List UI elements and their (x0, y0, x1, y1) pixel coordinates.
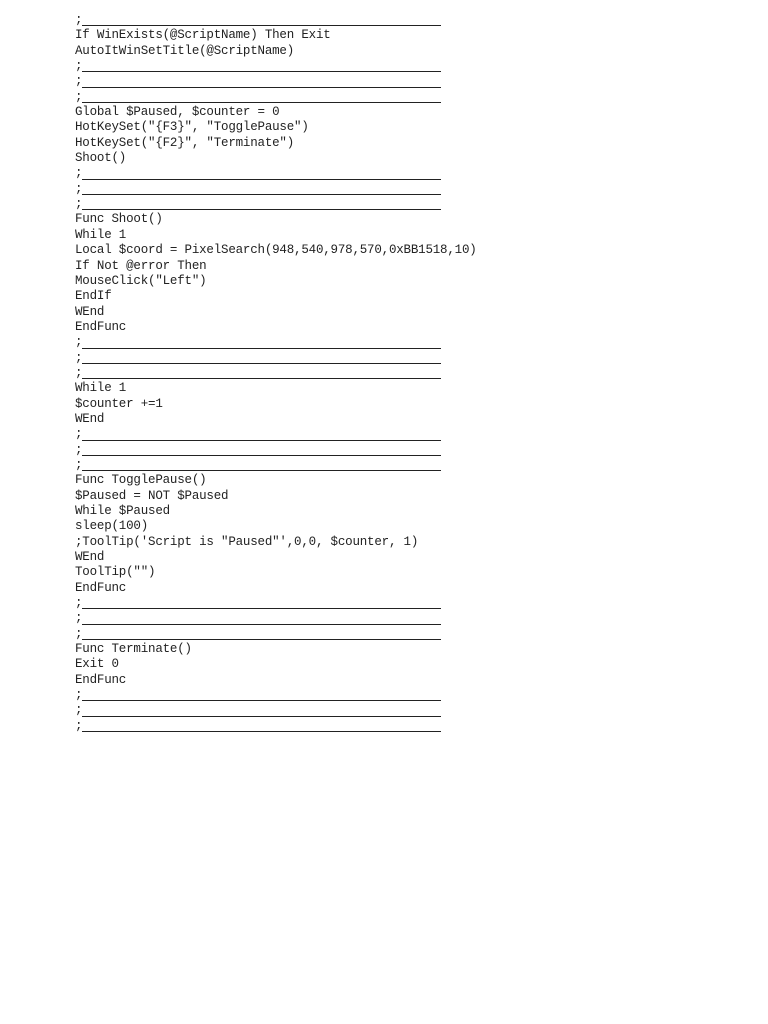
code-line-text: EndFunc (75, 580, 127, 595)
script-code-block (75, 13, 477, 734)
code-line-text: Exit 0 (75, 657, 119, 672)
code-line (75, 243, 477, 258)
code-line-text: ToolTip("") (75, 565, 156, 580)
separator-line (75, 13, 441, 28)
separator-comment-mark: ; (75, 59, 83, 74)
code-line-text: WEnd (75, 304, 105, 319)
code-line-text: If Not @error Then (75, 258, 207, 273)
separator-line (75, 703, 441, 718)
code-line-text: If WinExists(@ScriptName) Then Exit (75, 28, 331, 43)
code-line-text: Local $coord = PixelSearch(948,540,978,570,0xBB1518,10) (75, 243, 477, 258)
code-line-text: sleep(100) (75, 519, 149, 534)
separator-comment-mark: ; (75, 13, 83, 27)
separator-line (75, 627, 441, 642)
code-line-text: ;ToolTip('Script is "Paused"',0,0, $counter, 1) (75, 534, 419, 549)
separator-comment-mark: ; (75, 688, 83, 703)
code-line (75, 44, 477, 59)
separator-comment-mark: ; (75, 596, 83, 611)
code-line-text: MouseClick("Left") (75, 273, 207, 288)
separator-rule (82, 348, 441, 349)
code-line (75, 289, 477, 304)
code-line-text: AutoItWinSetTitle(@ScriptName) (75, 43, 295, 58)
separator-comment-mark: ; (75, 335, 83, 350)
separator-rule (82, 608, 441, 609)
separator-comment-mark: ; (75, 166, 83, 181)
separator-comment-mark: ; (75, 365, 83, 380)
code-line (75, 120, 477, 135)
separator-comment-mark: ; (75, 718, 83, 733)
code-line-text: Global $Paused, $counter = 0 (75, 105, 280, 120)
separator-line (75, 458, 441, 473)
separator-line (75, 688, 441, 703)
code-line (75, 642, 477, 657)
separator-comment-mark: ; (75, 74, 83, 89)
code-line-text: EndIf (75, 289, 112, 304)
separator-line (75, 366, 441, 381)
code-line-text: $Paused = NOT $Paused (75, 488, 229, 503)
code-line (75, 565, 477, 580)
separator-comment-mark: ; (75, 427, 83, 442)
code-line-text: HotKeySet("{F2}", "Terminate") (75, 135, 295, 150)
code-line-text: Shoot() (75, 151, 127, 166)
separator-line (75, 166, 441, 181)
code-line-text: WEnd (75, 411, 105, 426)
separator-rule (82, 102, 441, 103)
separator-line (75, 335, 441, 350)
separator-rule (82, 25, 441, 26)
code-line-text: While 1 (75, 227, 127, 242)
separator-line (75, 596, 441, 611)
separator-rule (82, 470, 441, 471)
code-line-text: While $Paused (75, 504, 170, 518)
code-line (75, 105, 477, 120)
separator-comment-mark: ; (75, 703, 83, 718)
separator-rule (82, 455, 441, 456)
separator-comment-mark: ; (75, 197, 83, 212)
separator-rule (82, 700, 441, 701)
code-line (75, 519, 477, 534)
code-line (75, 320, 477, 335)
separator-rule (82, 71, 441, 72)
separator-comment-mark: ; (75, 442, 83, 457)
code-line (75, 657, 477, 672)
separator-rule (82, 440, 441, 441)
code-line-text: EndFunc (75, 672, 127, 687)
code-line (75, 397, 477, 412)
code-line (75, 28, 477, 43)
separator-comment-mark: ; (75, 626, 83, 641)
separator-rule (82, 639, 441, 640)
separator-comment-mark: ; (75, 611, 83, 626)
code-line-text: $counter +=1 (75, 396, 163, 411)
separator-rule (82, 194, 441, 195)
separator-rule (82, 716, 441, 717)
separator-comment-mark: ; (75, 350, 83, 365)
code-line (75, 228, 477, 243)
code-line (75, 489, 477, 504)
separator-rule (82, 87, 441, 88)
separator-line (75, 74, 441, 89)
code-line (75, 381, 477, 396)
code-line (75, 259, 477, 274)
code-line (75, 504, 477, 519)
separator-line (75, 611, 441, 626)
separator-line (75, 719, 441, 734)
separator-comment-mark: ; (75, 457, 83, 472)
code-line (75, 550, 477, 565)
code-line (75, 581, 477, 596)
code-line (75, 136, 477, 151)
separator-rule (82, 378, 441, 379)
code-line (75, 151, 477, 166)
separator-comment-mark: ; (75, 181, 83, 196)
code-line-text: EndFunc (75, 319, 127, 334)
separator-rule (82, 363, 441, 364)
separator-comment-mark: ; (75, 89, 83, 104)
code-line-text: HotKeySet("{F3}", "TogglePause") (75, 120, 309, 135)
code-line (75, 535, 477, 550)
code-line (75, 274, 477, 289)
separator-rule (82, 179, 441, 180)
separator-line (75, 351, 441, 366)
code-line-text: Func TogglePause() (75, 473, 207, 488)
separator-line (75, 427, 441, 442)
code-line (75, 305, 477, 320)
separator-rule (82, 209, 441, 210)
separator-line (75, 443, 441, 458)
code-line (75, 212, 477, 227)
code-line (75, 473, 477, 488)
separator-rule (82, 731, 441, 732)
separator-line (75, 182, 441, 197)
separator-line (75, 197, 441, 212)
separator-line (75, 90, 441, 105)
separator-line (75, 59, 441, 74)
code-line (75, 673, 477, 688)
separator-rule (82, 624, 441, 625)
code-line-text: Func Shoot() (75, 212, 163, 227)
code-line-text: While 1 (75, 381, 127, 396)
code-line-text: WEnd (75, 550, 105, 565)
code-line (75, 412, 477, 427)
code-line-text: Func Terminate() (75, 642, 192, 657)
